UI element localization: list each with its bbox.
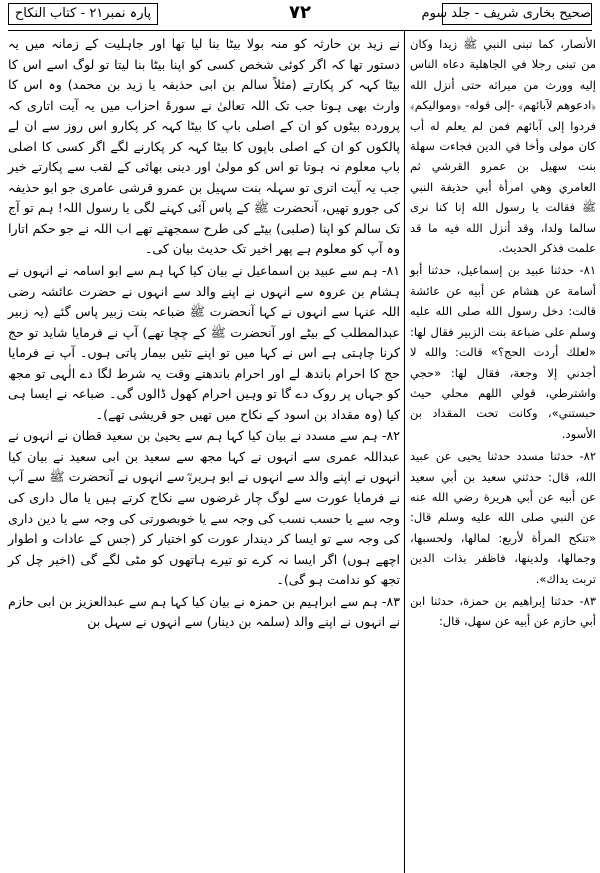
- header-rule: [8, 30, 592, 31]
- arabic-hadith-81: ٨١- حدثنا عبيد بن إسماعيل، حدثنا أبو أسامة عن هشام عن أبيه عن عائشة قالت: دخل رسول الله صلى الله عليه وسلم على ضباعة بنت الزبير فقال لها: «لعلك أردت الحج؟» قالت: والله لا أجدني إلا وجعة، فقال لها: «حجي واشترطي، قولي اللهم محلي حيث حبستني»، وكانت تحت المقداد بن الأسود.: [410, 263, 596, 441]
- urdu-translation-column: [8, 34, 400, 870]
- arabic-text-column: [410, 34, 596, 870]
- chapter-label: پارہ نمبر۲۱ - کتاب النکاح: [8, 3, 158, 25]
- urdu-hadith-82: ٨٢- ہم سے مسدد نے بیان کیا کہا ہم سے یحییٰ بن سعید قطان نے انہوں نے عبداللہ عمری سے انہوں نے کہا مجھ سے سعید بن ابی سعید نے بیان کیا انہوں نے اپنے والد سے انہوں نے ابو ہریرہؓ سے انہوں نے آنحضرت ﷺ سے آپ نے فرمایا عورت سے لوگ چار غرضوں سے نکاح کرتے ہیں یا مال داری کی وجہ سے یا حسب نسب کی وجہ سے یا خوبصورتی کی وجہ سے یا دین داری کی وجہ سے تو ایسا کر دیندار عورت کو اختیار کر (جس کے عادات و اطوار اچھے ہوں) اگر ایسا نہ کرے تو تیرے ہاتھوں کو مٹی لگے گی (اخیر چل کر تجھ کو ندامت ہو گی)۔: [8, 428, 400, 588]
- arabic-hadith-82: ٨٢- حدثنا مسدد حدثنا يحيى عن عبيد الله، قال: حدثني سعيد بن أبي سعيد عن أبيه عن أبي هريرة رضي الله عنه عن النبي صلى الله عليه وسلم قال: «تنكح المرأة لأربع: لمالها، ولحسبها، وجمالها، ولدينها، فاظفر بذات الدين تربت يداك».: [410, 449, 596, 586]
- urdu-paragraph: نے زید بن حارثہ کو منہ بولا بیٹا بنا لیا تھا اور جاہلیت کے زمانہ میں یہ دستور تھا کہ اگر کوئی شخص کسی کو اپنا بیٹا بنا لیتا تو لوگ اسے اس کا بیٹا کہہ کر پکارتے (مثلاً سالم بن ابی حذیفہ یا زید بن محمد) وہ اس کا وارث بھی ہوتا جب تک اللہ تعالیٰ نے سورۂ احزاب میں یہ آیت اتاری کہ پرورده بیٹوں کو ان کے اصلی باپ کا بیٹا کہہ کر پکارو اس روز سے ان لے پالکوں کو ان کے اصلی باپوں کا بیٹا کہہ کر پکارنے لگے اگر کسی کا اصلی باپ معلوم نہ ہوتا تو اس کو مولیٰ اور دینی بھائی کے لقب سے پکارتے خیر جب یہ آیت اتری تو سہلہ بنت سہیل بن عمرو قرشی عامری جو ابو حذیفہ کی جورو تھیں، آنحضرت ﷺ کے پاس آئی کہنے لگی یا رسول اللہ! ہم تو آج تک سالم کو اپنا (صلبی) بیٹے کی طرح سمجھتے تھے اب اللہ نے جو حکم اتارا وہ آپ کو معلوم ہے پھر اخیر تک حدیث بیان کی۔: [8, 36, 400, 257]
- urdu-hadith-83: ٨٣- ہم سے ابراہیم بن حمزہ نے بیان کیا کہا ہم سے عبدالعزیز بن ابی حازم نے انہوں نے اپنے والد (سلمہ بن دینار) سے انہوں نے سہل بن: [8, 593, 400, 630]
- column-divider: [404, 31, 405, 873]
- page-number: ۷۲: [289, 2, 311, 23]
- arabic-hadith-83: ٨٣- حدثنا إبراهيم بن حمزة، حدثنا ابن أبي حازم عن أبيه عن سهل، قال:: [410, 593, 596, 629]
- book-title-label: صحیح بخاری شریف - جلد سوم: [442, 3, 592, 25]
- arabic-paragraph: الأنصار، كما تبنى النبي ﷺ زيدا وكان من تبنى رجلا في الجاهلية دعاه الناس إليه وورث من ميراثه حتى أنزل الله ﴿ادعوهم لآبائهم﴾ -إلى قوله- ﴿ومواليكم﴾ فردوا إلى آبائهم فمن لم يعلم له أب كان مولى وأخا في الدين فجاءت سهلة بنت سهيل بن عمرو القرشي ثم العامري وهي امرأة أبي حذيفة النبي ﷺ فقالت يا رسول الله إنا كنا نرى سالما ولدا، وقد أنزل الله فيه ما قد علمت فذكر الحديث.: [410, 37, 596, 256]
- urdu-hadith-81: ٨١- ہم سے عبید بن اسماعیل نے بیان کیا کہا ہم سے ابو اسامہ نے انہوں نے ہشام بن عروہ سے انہوں نے اپنے والد سے انہوں نے حضرت عائشہ رضی اللہ عنہا سے انہوں نے کہا آنحضرت ﷺ ضباعہ بنت زبیر پاس گئے (یہ زبیر عبدالمطلب کے بیٹے اور آنحضرت ﷺ کے چچا تھے) آپ نے فرمایا شاید تو حج کرنا چاہتی ہے اس نے کہا میں تو اپنے تئیں بیمار پاتی ہوں۔ آپ نے فرمایا حج کا احرام باندھ لے اور احرام باندھتے وقت یہ شرط لگا دے الٰہی تو مجھ کو جہاں پر روک دے گا تو وہیں احرام کھول ڈالوں گی۔ ضباعہ نے ایسا ہی کیا (وہ مقداد بن اسود کے نکاح میں تھیں جو قریشی تھے)۔: [8, 263, 400, 422]
- page-header: [8, 2, 592, 28]
